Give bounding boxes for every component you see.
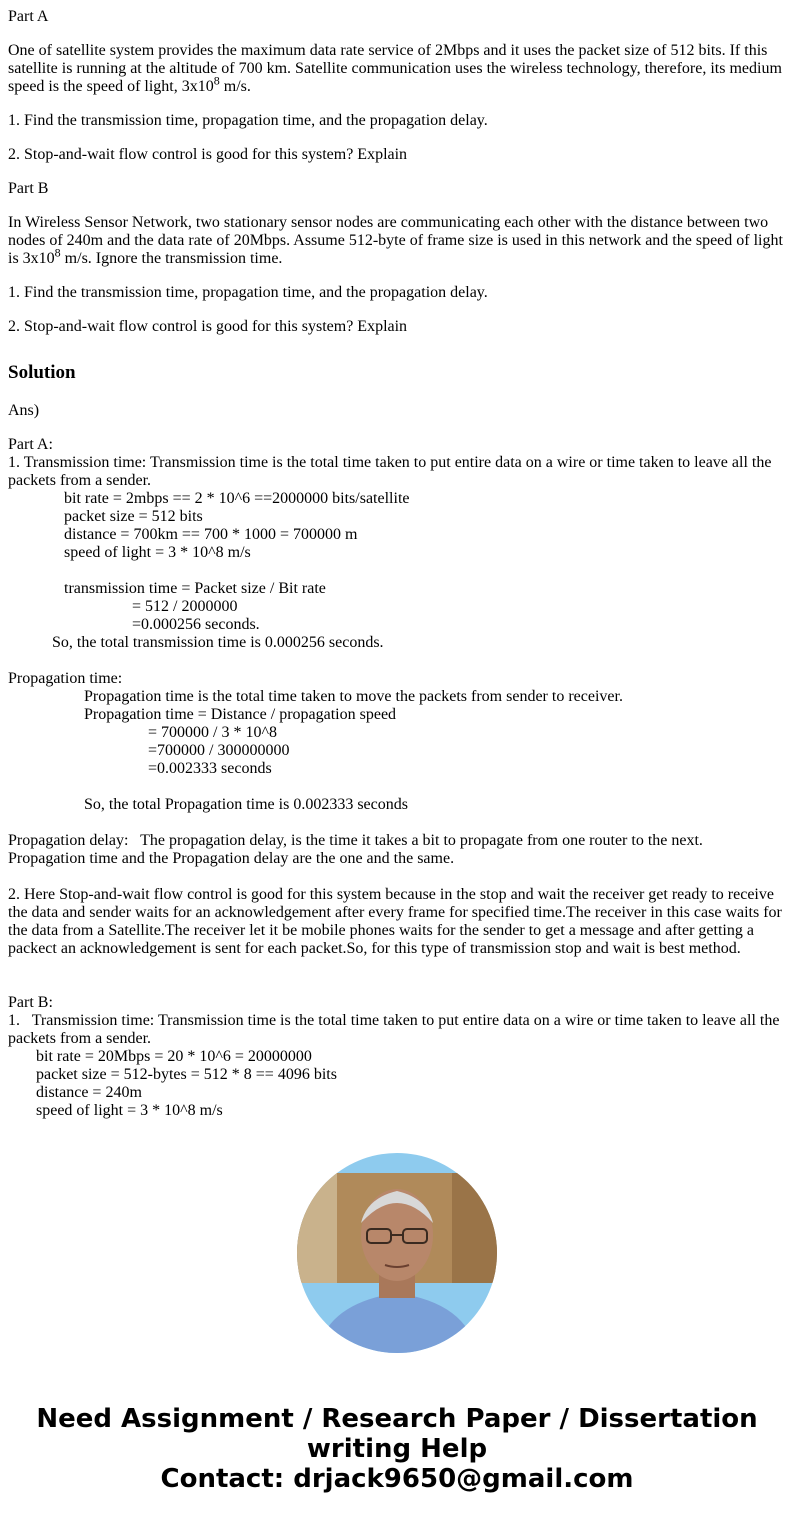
part-b-title: Part B: [8, 180, 49, 197]
propagation-definition: Propagation time is the total time taken to move the packets from sender to receiver.: [84, 688, 623, 705]
part-a-q2: 2. Stop-and-wait flow control is good for this system? Explain: [8, 146, 408, 163]
calc-step: =0.000256 seconds.: [132, 616, 260, 633]
ans-label: Ans): [8, 402, 40, 419]
part-b-intro: In Wireless Sensor Network, two stationary sensor nodes are communicating each other with the distance between two nodes of 240m and the data rate of 20Mbps. Assume 512-byte of frame size is used in this network and the speed of light is $3x10^8$ m/s. Ignore the transmission time.: [8, 214, 783, 267]
transmission-definition: 1. Transmission time: Transmission time is the total time taken to put entire data on a wire or time taken to leave all the packets from a sender.: [8, 454, 772, 489]
given-line: packet size = 512-bytes = 512 * 8 == 4096 bits: [36, 1066, 337, 1083]
promo-banner: [0, 1404, 794, 1494]
propagation-delay-line: Propagation delay: The propagation delay, is the time it takes a bit to propagate from one router to the next.: [8, 832, 703, 849]
part-b-given-values: [8, 1048, 786, 1120]
author-avatar: [297, 1153, 497, 1353]
given-line: distance = 700km == 700 * 1000 = 700000 m: [64, 526, 358, 543]
propagation-label: Propagation time:: [8, 670, 123, 687]
transmission-result: So, the total transmission time is 0.000256 seconds.: [52, 634, 384, 651]
author-photo: [297, 1153, 497, 1353]
given-values: [8, 490, 786, 634]
promo-line: writing Help: [306, 1434, 488, 1464]
calc-step: =0.002333 seconds: [148, 760, 272, 777]
stop-and-wait-answer: 2. Here Stop-and-wait flow control is good for this system because in the stop and wait the receiver get ready to receive the data and sender waits for an acknowledgement after every frame for specified time.The receiver in this case waits for the data from a Satellite.The receiver let it be mobile phones waits for the sender to get a message and after getting a packect an acknowledgement is sent for each packet.So, for this type of transmission stop and wait is best method.: [8, 886, 782, 957]
part-b-label: Part B:: [8, 994, 53, 1011]
given-line: packet size = 512 bits: [64, 508, 203, 525]
given-line: distance = 240m: [36, 1084, 142, 1101]
part-b-transmission-definition: 1. Transmission time: Transmission time is the total time taken to put entire data on a wire or time taken to leave all the packets from a sender.: [8, 1012, 784, 1047]
solution-section: [8, 362, 786, 1120]
transmission-formula: transmission time = Packet size / Bit rate: [64, 580, 326, 597]
given-line: speed of light = 3 * 10^8 m/s: [64, 544, 251, 561]
promo-line: Need Assignment / Research Paper / Dissertation: [36, 1404, 758, 1434]
calc-step: =700000 / 300000000: [148, 742, 290, 759]
question-section: [8, 8, 786, 352]
propagation-result: So, the total Propagation time is 0.002333 seconds: [84, 796, 408, 813]
propagation-delay-line: Propagation time and the Propagation delay are the one and the same.: [8, 850, 455, 867]
part-b-q1: 1. Find the transmission time, propagation time, and the propagation delay.: [8, 284, 488, 301]
given-line: bit rate = 2mbps == 2 * 10^6 ==2000000 bits/satellite: [64, 490, 410, 507]
propagation-formula: Propagation time = Distance / propagation speed: [84, 706, 397, 723]
calc-step: = 700000 / 3 * 10^8: [148, 724, 277, 741]
calc-step: = 512 / 2000000: [132, 598, 238, 615]
part-a-intro: One of satellite system provides the maximum data rate service of 2Mbps and it uses the packet size of 512 bits. If this satellite is running at the altitude of 700 km. Satellite communication uses the wireless technology, therefore, its medium speed is the speed of light, $3x10^8$ m/s.: [8, 42, 782, 95]
part-a-label: Part A:: [8, 436, 53, 453]
given-line: bit rate = 20Mbps = 20 * 10^6 = 20000000: [36, 1048, 312, 1065]
part-b-q2: 2. Stop-and-wait flow control is good for this system? Explain: [8, 318, 408, 335]
solution-heading: Solution: [8, 362, 76, 383]
part-a-q1: 1. Find the transmission time, propagation time, and the propagation delay.: [8, 112, 488, 129]
promo-contact: Contact: drjack9650@gmail.com: [160, 1464, 634, 1494]
given-line: speed of light = 3 * 10^8 m/s: [36, 1102, 223, 1119]
part-a-title: Part A: [8, 8, 49, 25]
